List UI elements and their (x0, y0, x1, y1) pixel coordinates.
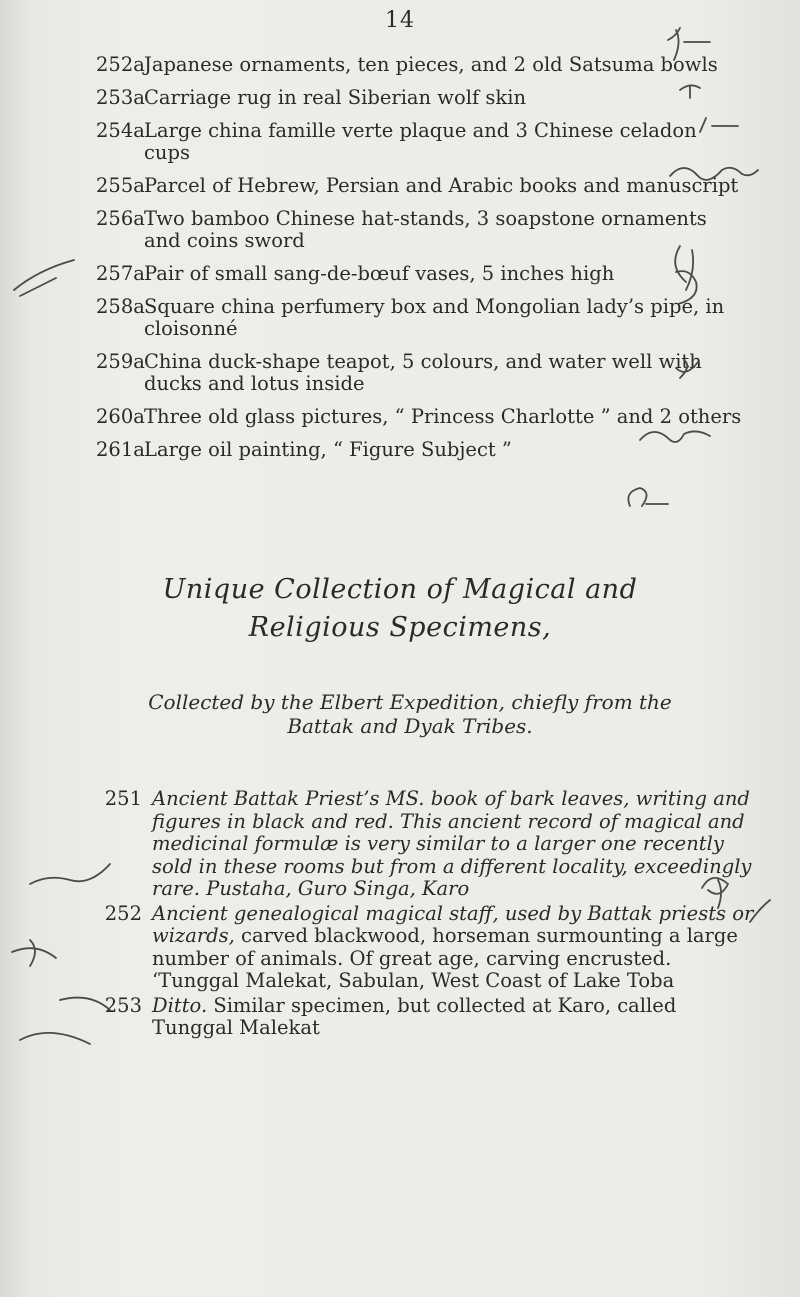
lot-number: 253 (104, 993, 142, 1017)
lot-description: China duck-shape teapot, 5 colours, and water well with ducks and lotus inside (144, 350, 702, 395)
page-number: 14 (385, 8, 415, 33)
collected-line-1: Collected by the Elbert Expedition, chiefly from the (148, 690, 672, 714)
lot-description: Square china perfumery box and Mongolian lady’s pipe, in cloisonné (144, 295, 725, 340)
lot-description-italic: Ancient genealogical magical staff, used by Battak priests or wizards, (152, 901, 754, 947)
pencil-mark-left-251 (30, 864, 110, 884)
pencil-mark-left-253 (20, 998, 110, 1044)
lot-description: Two bamboo Chinese hat-stands, 3 soapstone ornaments and coins sword (144, 207, 707, 252)
lot-description: Large oil painting, “ Figure Subject ” (144, 438, 512, 461)
pencil-mark-261a (628, 488, 668, 506)
lot-description: Carriage rug in real Siberian wolf skin (144, 86, 527, 109)
lot-number: 252 (104, 901, 142, 925)
lot-description: Parcel of Hebrew, Persian and Arabic books and manuscript (144, 174, 739, 197)
pencil-mark-252a (668, 28, 710, 60)
collected-line-2: Battak and Dyak Tribes. (287, 714, 533, 738)
lot-description: Large china famille verte plaque and 3 Chinese celadon cups (144, 119, 697, 164)
lot-number: 252a (96, 53, 145, 76)
lot-number: 257a (96, 262, 145, 285)
lot-description: Japanese ornaments, ten pieces, and 2 old Satsuma bowls (144, 53, 718, 76)
pencil-mark-256a (675, 246, 693, 290)
lot-description: Ancient Battak Priest’s MS. book of bark leaves, writing and figures in black and red. This ancient record of magical and medicinal formulæ is very similar to a larger one recently sold in these rooms but from a different locality, exceedingly rare. Pustaha, Guro Singa, Karo (152, 787, 752, 900)
lot-number: 258a (96, 295, 145, 318)
section-heading-line-1: Unique Collection of Magical and (162, 574, 638, 605)
lot-number: 261a (96, 438, 145, 461)
lot-number: 254a (96, 119, 145, 142)
section-heading-line-2: Religious Specimens, (248, 612, 552, 643)
lot-number: 255a (96, 174, 145, 197)
lot-number: 253a (96, 86, 145, 109)
pencil-mark-right-251 (702, 878, 728, 908)
pencil-mark-255a (670, 168, 758, 180)
pencil-mark-left-255a (14, 260, 74, 296)
lot-number: 259a (96, 350, 145, 373)
pencil-mark-260a (640, 431, 710, 442)
lot-number: 260a (96, 405, 145, 428)
pencil-mark-left-252 (12, 940, 56, 966)
pencil-mark-259a (676, 360, 698, 378)
lot-description-italic: Ditto. (152, 993, 208, 1017)
pencil-mark-253a (680, 85, 700, 98)
lot-description: Pair of small sang-de-bœuf vases, 5 inches high (144, 262, 615, 285)
lot-description: Ditto. Similar specimen, but collected at Karo, called Tunggal Malekat (152, 993, 677, 1039)
lot-number: 251 (104, 787, 142, 810)
lot-description: Three old glass pictures, “ Princess Charlotte ” and 2 others (144, 405, 742, 428)
pencil-mark-right-bracket (750, 900, 770, 922)
lot-description: Ancient genealogical magical staff, used by Battak priests or wizards, carved blackwood, horseman surmounting a large number of animals. Of great age, carving encrusted. ‘Tunggal Malekat, Sabulan, West Coast of Lake Toba (152, 901, 754, 992)
pencil-mark-254a (700, 118, 738, 132)
lot-number: 256a (96, 207, 145, 230)
